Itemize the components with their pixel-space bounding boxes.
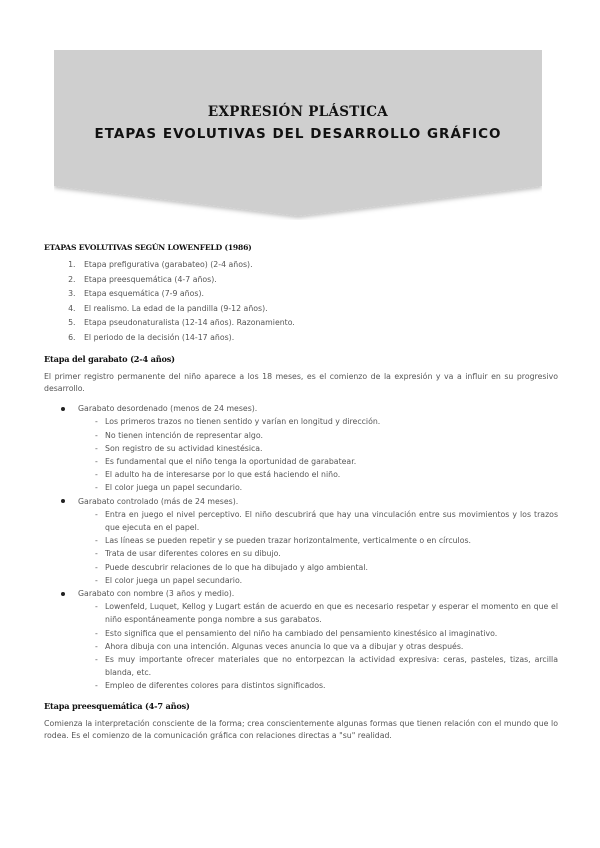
dash-icon: - bbox=[95, 470, 98, 480]
sub-item: - Es fundamental que el niño tenga la oportunidad de garabatear. bbox=[78, 455, 558, 468]
dash-icon: - bbox=[95, 417, 98, 427]
section-heading-lowenfeld: ETAPAS EVOLUTIVAS SEGÚN LOWENFELD (1986) bbox=[44, 243, 252, 252]
bullet-icon bbox=[61, 499, 65, 503]
sub-item: - Son registro de su actividad kinestésica. bbox=[78, 442, 558, 455]
sub-item: - El adulto ha de interesarse por lo que está haciendo el niño. bbox=[78, 468, 558, 481]
preesquematica-intro: Comienza la interpretación consciente de la forma; crea conscientemente algunas formas que tienen relación con el mundo que lo rodea. Es el comienzo de la comunicación gráfica con relaciones directas a "su" realidad. bbox=[44, 718, 558, 741]
sub-item: - Los primeros trazos no tienen sentido y varían en longitud y dirección. bbox=[78, 415, 558, 428]
sub-item: - Lowenfeld, Luquet, Kellog y Lugart están de acuerdo en que es necesario respetar y esperar el momento en que el niño espontáneamente ponga nombre a sus garabatos. bbox=[95, 602, 558, 625]
list-item: 4. El realismo. La edad de la pandilla (9-12 años). bbox=[78, 302, 558, 317]
dash-icon: - bbox=[95, 641, 98, 651]
dash-icon: - bbox=[95, 430, 98, 440]
garabato-intro: El primer registro permanente del niño aparece a los 18 meses, es el comienzo de la expresión y va a influir en su progresivo desarrollo. bbox=[44, 371, 558, 394]
title-banner bbox=[54, 50, 542, 220]
document-subtitle: ETAPAS EVOLUTIVAS DEL DESARROLLO GRÁFICO bbox=[94, 126, 502, 142]
list-item: 2. Etapa preesquemática (4-7 años). bbox=[78, 273, 558, 288]
sub-item: - Ahora dibuja con una intención. Algunas veces anuncia lo que va a dibujar y otras después. bbox=[78, 640, 558, 653]
sub-list bbox=[78, 600, 558, 692]
document-title: EXPRESIÓN PLÁSTICA bbox=[207, 104, 389, 120]
dash-icon: - bbox=[95, 575, 98, 585]
list-item: 3. Etapa esquemática (7-9 años). bbox=[78, 287, 558, 302]
sub-item: - El color juega un papel secundario. bbox=[78, 574, 558, 587]
bullet-icon bbox=[61, 407, 65, 411]
dash-icon: - bbox=[95, 628, 98, 638]
list-item: 1. Etapa prefigurativa (garabateo) (2-4 años). bbox=[78, 258, 558, 273]
list-item: 6. El periodo de la decisión (14-17 años). bbox=[78, 331, 558, 346]
dash-icon: - bbox=[95, 536, 98, 546]
dash-icon: - bbox=[95, 681, 98, 691]
bullet-item bbox=[44, 495, 558, 587]
dash-icon: - bbox=[95, 655, 98, 665]
dash-icon: - bbox=[95, 549, 98, 559]
dash-icon: - bbox=[95, 602, 98, 612]
sub-list bbox=[78, 508, 558, 587]
garabato-bullets bbox=[44, 402, 558, 692]
bullet-item bbox=[44, 587, 558, 693]
sub-item: - Entra en juego el nivel perceptivo. El niño descubrirá que hay una vinculación entre sus movimientos y los trazos que ejecuta en el papel. bbox=[95, 509, 558, 532]
sub-list bbox=[78, 415, 558, 494]
list-item: 5. Etapa pseudonaturalista (12-14 años). Razonamiento. bbox=[78, 316, 558, 331]
sub-item: - Las líneas se pueden repetir y se pueden trazar horizontalmente, verticalmente o en círculos. bbox=[78, 534, 558, 547]
bullet-label: Garabato con nombre (3 años y medio). bbox=[78, 589, 235, 598]
section-heading-preesquematica: Etapa preesquemática (4-7 años) bbox=[44, 700, 190, 711]
bullet-label: Garabato desordenado (menos de 24 meses). bbox=[78, 404, 258, 414]
bullet-icon bbox=[61, 592, 65, 596]
sub-item: - Es muy importante ofrecer materiales que no entorpezcan la actividad expresiva: ceras, pasteles, tizas, arcilla blanda, etc. bbox=[95, 655, 558, 678]
bullet-item bbox=[44, 402, 558, 494]
stages-list bbox=[44, 258, 558, 346]
sub-item: - Puede descubrir relaciones de lo que ha dibujado y algo ambiental. bbox=[78, 561, 558, 574]
dash-icon: - bbox=[95, 443, 98, 453]
dash-icon: - bbox=[95, 562, 98, 572]
sub-item: - No tienen intención de representar algo. bbox=[78, 429, 558, 442]
sub-item: - El color juega un papel secundario. bbox=[78, 481, 558, 494]
dash-icon: - bbox=[95, 483, 98, 493]
dash-icon: - bbox=[95, 456, 98, 466]
section-heading-garabato: Etapa del garabato (2-4 años) bbox=[44, 353, 175, 364]
bullet-label: Garabato controlado (más de 24 meses). bbox=[78, 496, 239, 506]
dash-icon: - bbox=[95, 509, 98, 519]
sub-item: - Esto significa que el pensamiento del niño ha cambiado del pensamiento kinestésico al imaginativo. bbox=[78, 627, 558, 640]
document-body bbox=[44, 243, 558, 743]
sub-item: - Empleo de diferentes colores para distintos significados. bbox=[78, 679, 558, 692]
sub-item: - Trata de usar diferentes colores en su dibujo. bbox=[78, 547, 558, 560]
